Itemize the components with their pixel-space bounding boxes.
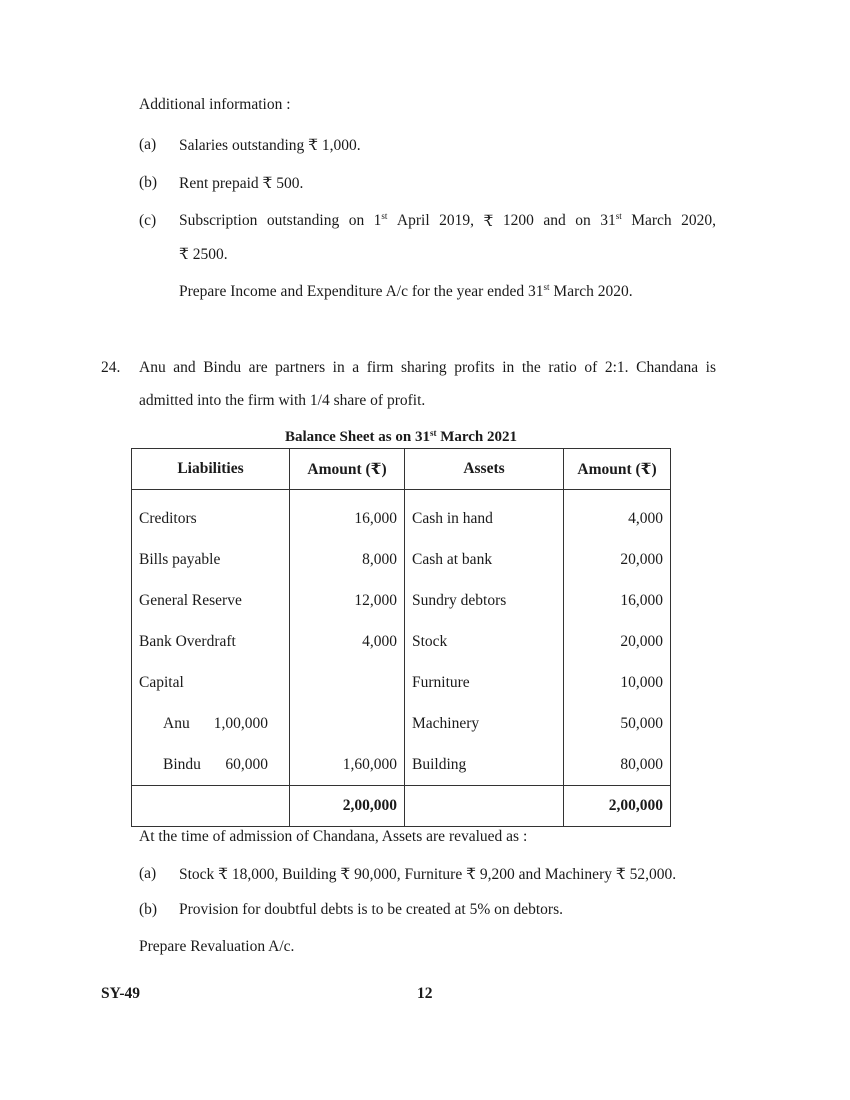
asset-name: Furniture (405, 662, 564, 703)
liability-amount: 12,000 (290, 580, 405, 621)
asset-amount: 4,000 (564, 490, 671, 540)
asset-name: Machinery (405, 703, 564, 744)
capital-partner-anu (132, 703, 290, 744)
question-number: 24. (101, 359, 121, 376)
partner-capital: 60,000 (225, 755, 268, 773)
table-total-row (132, 786, 671, 827)
subscription-outstanding-line1: Subscription outstanding on 1st April 2019, ₹ 1200 and on 31st March 2020, (179, 211, 716, 230)
balance-sheet-table (131, 448, 671, 827)
revalue-item-b: Provision for doubtful debts is to be created at 5% on debtors. (179, 901, 563, 918)
rent-prepaid: Rent prepaid ₹ 500. (179, 175, 304, 192)
asset-name: Sundry debtors (405, 580, 564, 621)
balance-sheet-title: Balance Sheet as on 31st March 2021 (284, 428, 518, 445)
revaluation-instruction: Prepare Revaluation A/c. (139, 938, 295, 955)
asset-amount: 80,000 (564, 744, 671, 786)
item-label-b: (b) (139, 174, 158, 191)
asset-amount: 16,000 (564, 580, 671, 621)
asset-name: Cash in hand (405, 490, 564, 540)
partner-name: Anu (163, 714, 190, 732)
liability-name: Capital (132, 662, 290, 703)
income-expenditure-instruction: Prepare Income and Expenditure A/c for the year ended 31st March 2020. (179, 282, 633, 300)
asset-amount: 20,000 (564, 539, 671, 580)
additional-info-heading: Additional information : (139, 96, 291, 113)
table-row (132, 490, 671, 540)
header-liabilities-amount: Amount (₹) (290, 449, 405, 490)
header-liabilities: Liabilities (132, 449, 290, 490)
revalue-item-a: Stock ₹ 18,000, Building ₹ 90,000, Furniture ₹ 9,200 and Machinery ₹ 52,000. (179, 866, 677, 883)
question-text-line1: Anu and Bindu are partners in a firm sharing profits in the ratio of 2:1. Chandana is (139, 359, 716, 376)
liability-amount: 8,000 (290, 539, 405, 580)
header-assets-amount: Amount (₹) (564, 449, 671, 490)
partner-name: Bindu (163, 755, 201, 773)
partner-capital: 1,00,000 (213, 714, 268, 732)
liability-name: General Reserve (132, 580, 290, 621)
revaluation-intro: At the time of admission of Chandana, Assets are revalued as : (139, 828, 528, 845)
item-label-a: (a) (139, 136, 157, 153)
asset-amount: 10,000 (564, 662, 671, 703)
asset-amount: 20,000 (564, 621, 671, 662)
asset-amount: 50,000 (564, 703, 671, 744)
revalue-label-b: (b) (139, 901, 158, 918)
total-liab-label (132, 786, 290, 827)
question-text-line2: admitted into the firm with 1/4 share of profit. (139, 392, 426, 409)
item-label-c: (c) (139, 212, 157, 229)
total-assets: 2,00,000 (564, 786, 671, 827)
table-row (132, 703, 671, 744)
liability-amount (290, 662, 405, 703)
liability-amount (290, 703, 405, 744)
liability-name: Bills payable (132, 539, 290, 580)
table-row (132, 744, 671, 786)
total-liabilities: 2,00,000 (290, 786, 405, 827)
subscription-outstanding-line2: ₹ 2500. (179, 246, 228, 263)
header-assets: Assets (405, 449, 564, 490)
table-row (132, 539, 671, 580)
asset-name: Cash at bank (405, 539, 564, 580)
table-header-row (132, 449, 671, 490)
liability-amount: 1,60,000 (290, 744, 405, 786)
table-row (132, 662, 671, 703)
capital-partner-bindu (132, 744, 290, 786)
asset-name: Stock (405, 621, 564, 662)
salaries-outstanding: Salaries outstanding ₹ 1,000. (179, 137, 361, 154)
asset-name: Building (405, 744, 564, 786)
table-row (132, 621, 671, 662)
liability-name: Creditors (132, 490, 290, 540)
liability-amount: 16,000 (290, 490, 405, 540)
total-asset-label (405, 786, 564, 827)
page-number: 12 (417, 985, 433, 1002)
paper-code: SY-49 (101, 985, 141, 1002)
liability-amount: 4,000 (290, 621, 405, 662)
liability-name: Bank Overdraft (132, 621, 290, 662)
revalue-label-a: (a) (139, 865, 157, 882)
table-row (132, 580, 671, 621)
